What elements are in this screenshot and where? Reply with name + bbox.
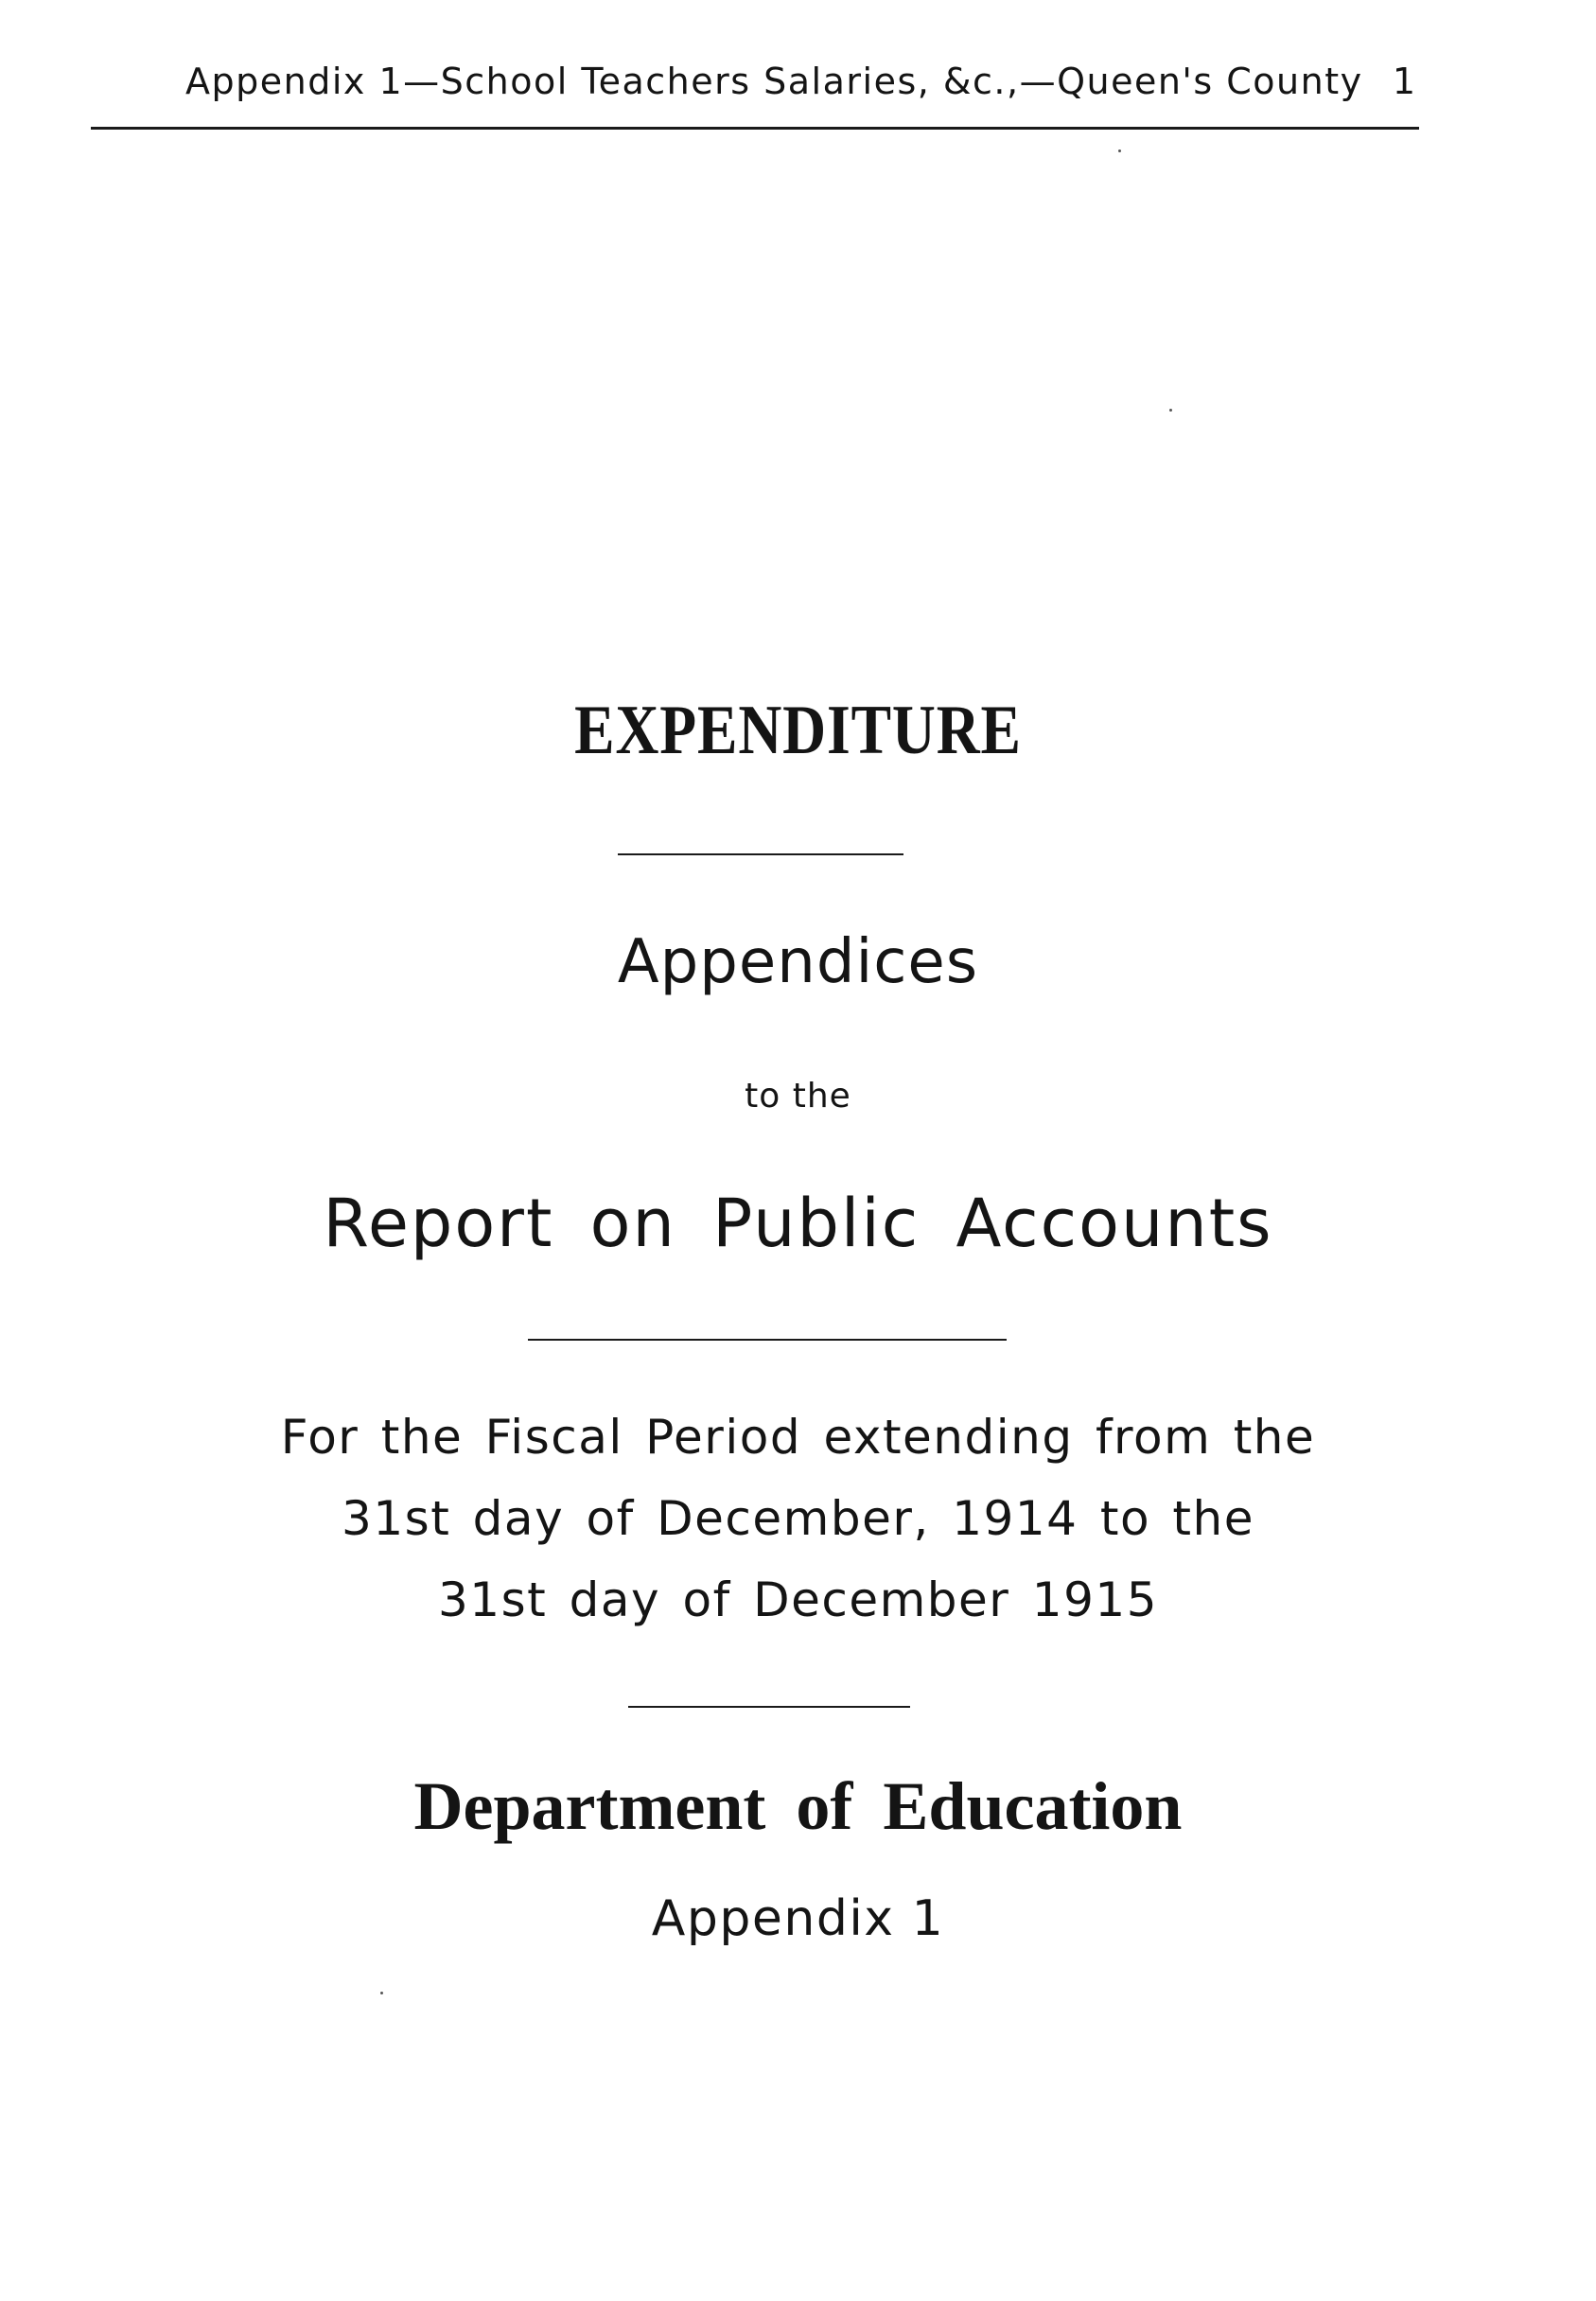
divider-rule-1 bbox=[618, 853, 903, 855]
divider-rule-2 bbox=[528, 1339, 1007, 1341]
report-title: Report on Public Accounts bbox=[323, 1185, 1273, 1262]
appendices-heading: Appendices bbox=[617, 927, 979, 997]
appendix-label: Appendix 1 bbox=[651, 1890, 945, 1947]
running-header bbox=[91, 55, 1415, 112]
fiscal-period-line-1: For the Fiscal Period extending from the bbox=[280, 1410, 1316, 1465]
page-number: 1 bbox=[1392, 61, 1415, 102]
running-header-title: Appendix 1—School Teachers Salaries, &c.,—Queen's County bbox=[185, 61, 1363, 102]
fiscal-period-line-3: 31st day of December 1915 bbox=[437, 1572, 1159, 1627]
divider-rule-3 bbox=[628, 1706, 910, 1708]
connector-text: to the bbox=[745, 1077, 851, 1115]
main-title: EXPENDITURE bbox=[574, 692, 1022, 769]
department-heading: Department of Education bbox=[413, 1768, 1183, 1844]
fiscal-period-line-2: 31st day of December, 1914 to the bbox=[342, 1491, 1254, 1546]
header-rule bbox=[91, 127, 1419, 130]
print-speck bbox=[1169, 409, 1172, 412]
print-speck bbox=[1118, 149, 1121, 152]
print-speck bbox=[380, 1992, 383, 1994]
